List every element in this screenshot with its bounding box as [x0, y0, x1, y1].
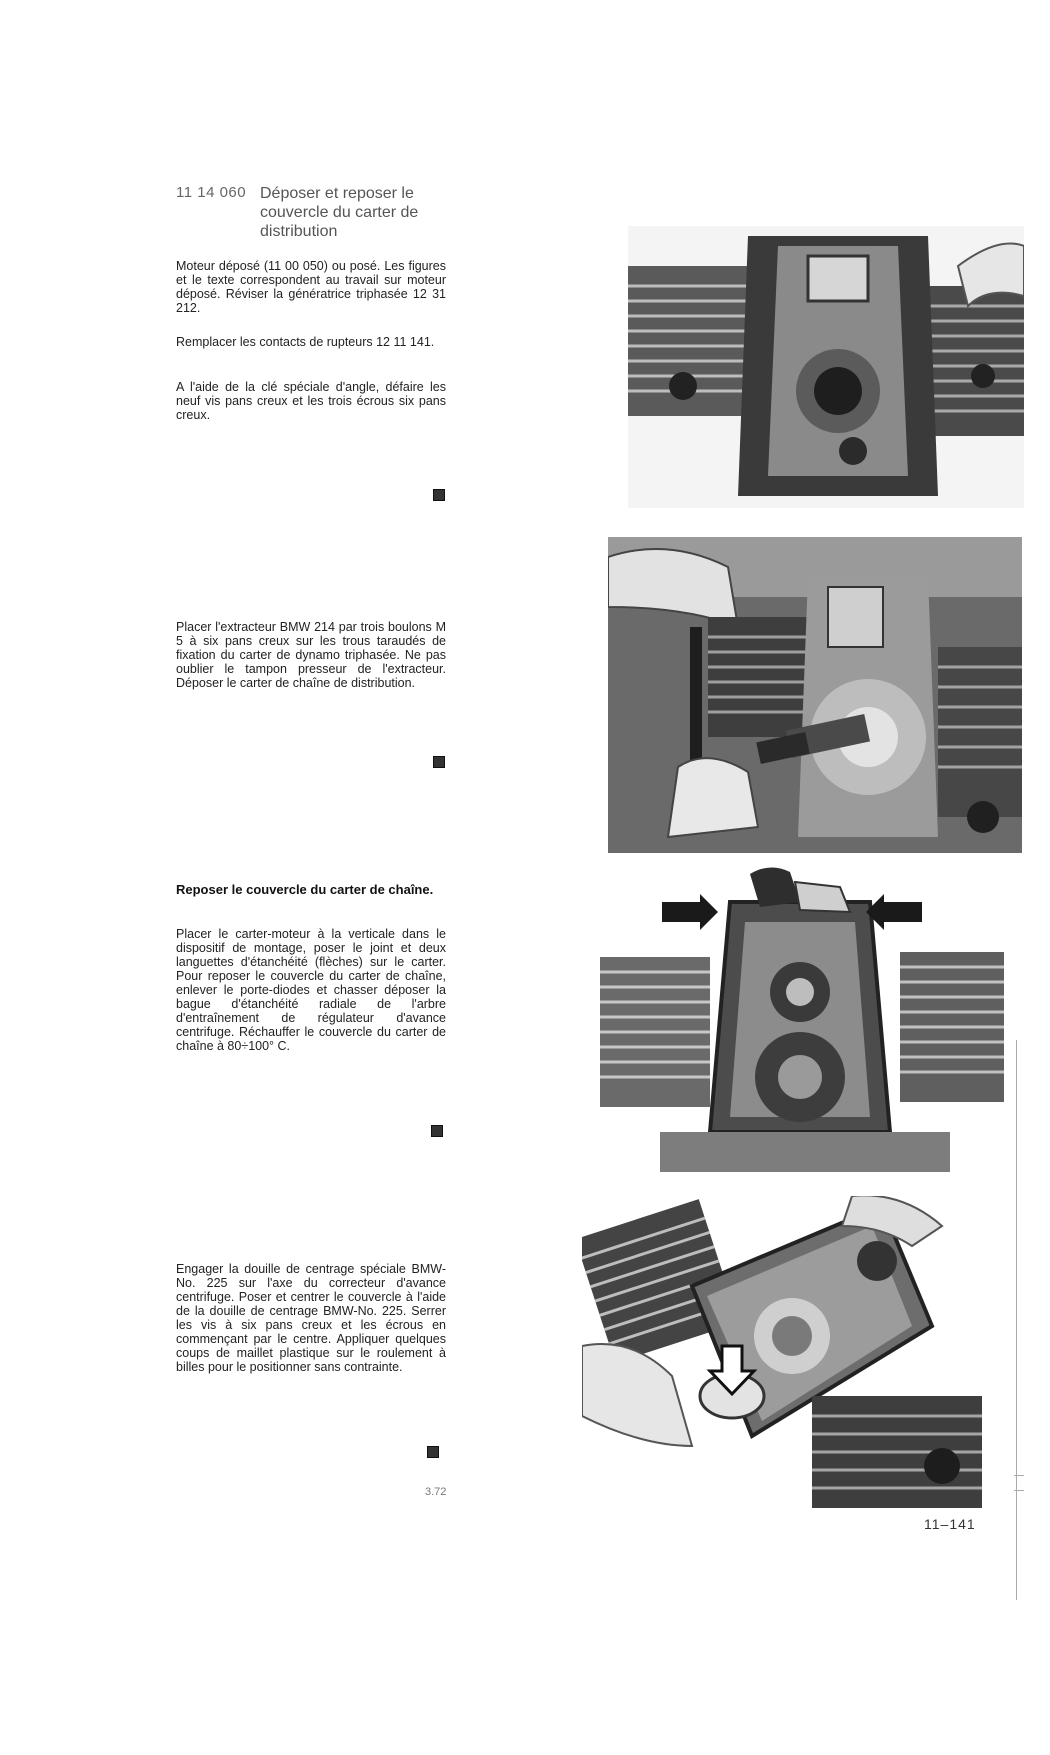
- engine-photo-centering-sleeve: [582, 1196, 982, 1508]
- end-marker-square: [431, 1125, 443, 1137]
- engine-photo-crankcase-arrows: [600, 862, 1004, 1174]
- scan-edge-line: [1016, 1040, 1017, 1600]
- page-date: 3.72: [425, 1486, 447, 1498]
- end-marker-square: [433, 756, 445, 768]
- section-code: 11 14 060: [176, 184, 247, 201]
- paragraph-centering-sleeve: Engager la douille de centrage spéciale BMW-No. 225 sur l'axe du correcteur d'avance centrifuge. Poser et centrer le couvercle à l'aide de la douille de centrage BMW-No. 225. Serrer les vis à six pans creux et les écrous en commençant par le centre. Appliquer quelques coups de maillet plastique sur le roulement à billes pour le positionner sans contrainte.: [176, 1262, 446, 1374]
- section-heading-refit: Reposer le couvercle du carter de chaîne.: [176, 882, 434, 897]
- scan-edge-tick: [1014, 1490, 1024, 1491]
- end-marker-square: [433, 489, 445, 501]
- section-title: Déposer et reposer le couvercle du carter de distribution: [260, 185, 419, 240]
- page-number: 11–141: [924, 1516, 976, 1532]
- paragraph-place-extractor: Placer l'extracteur BMW 214 par trois boulons M 5 à six pans creux sur les trous taraudés de fixation du carter de dynamo triphasée. Ne pas oublier le tampon presseur de l'extracteur. Déposer le carter de chaîne de distribution.: [176, 620, 446, 690]
- paragraph-replace-contacts: Remplacer les contacts de rupteurs 12 11 141.: [176, 335, 435, 349]
- paragraph-refit-cover: Placer le carter-moteur à la verticale dans le dispositif de montage, poser le joint et deux languettes d'étanchéité (flèches) sur le carter. Pour reposer le couvercle du carter de chaîne, enlever le porte-diodes et chasser déposer la bague d'étanchéité radiale de l'arbre d'entraînement de régulateur d'avance centrifuge. Réchauffer le couvercle du carter de chaîne à 80÷100° C.: [176, 927, 446, 1053]
- paragraph-engine-removed: Moteur déposé (11 00 050) ou posé. Les figures et le texte correspondent au travail sur moteur déposé. Réviser la génératrice triphasée 12 31 212.: [176, 259, 446, 315]
- engine-photo-cover-front: [628, 226, 1024, 508]
- scan-edge-tick: [1014, 1475, 1024, 1476]
- end-marker-square: [427, 1446, 439, 1458]
- engine-photo-extractor: [608, 537, 1022, 853]
- paragraph-undo-screws: A l'aide de la clé spéciale d'angle, défaire les neuf vis pans creux et les trois écrous six pans creux.: [176, 380, 446, 422]
